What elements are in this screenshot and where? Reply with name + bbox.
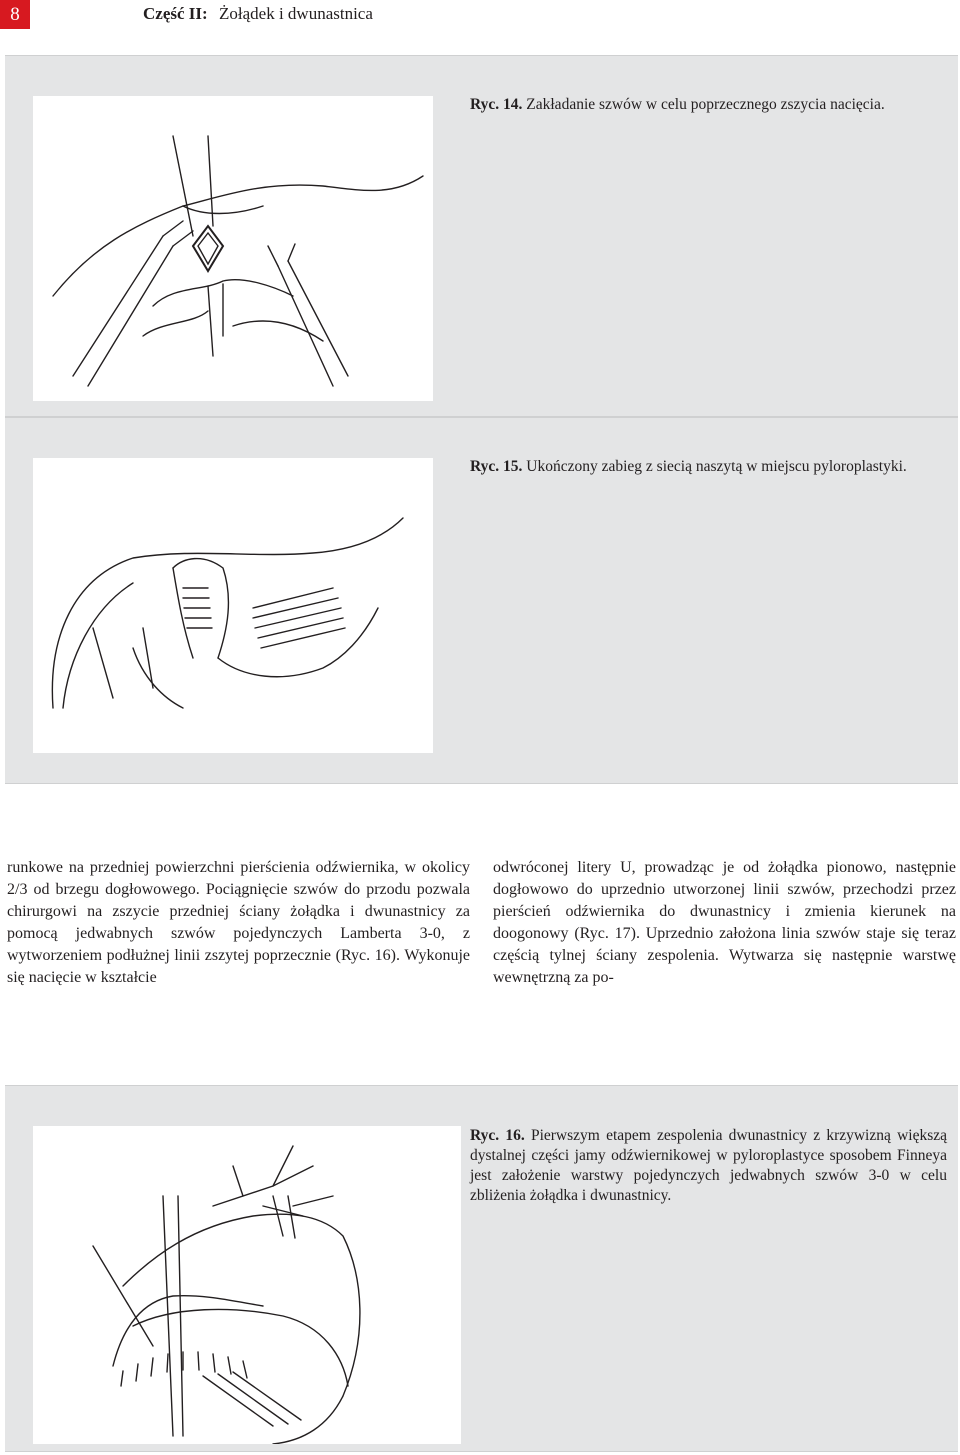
part-label: Część II:	[143, 4, 208, 23]
figure-caption-text: Zakładanie szwów w celu poprzecznego zszycia nacięcia.	[526, 96, 885, 113]
figure-caption-label: Ryc. 16.	[470, 1127, 525, 1144]
body-text-left: runkowe na przedniej powierzchni pierścienia odźwiernika, w okolicy 2/3 od brzegu dogłowowego. Pociągnięcie szwów do przodu pozwala chirurgowi na zszycie przedniej ściany żołądka i dwunastnicy za pomocą jedwabnych szwów pojedynczych Lamberta 3-0, z wytworzeniem podłużnej linii zszytej poprzecznie (Ryc. 16). Wykonuje się nacięcie w kształcie	[7, 859, 470, 986]
figure-16-illustration	[33, 1126, 461, 1444]
figure-caption-text: Ukończony zabieg z siecią naszytą w miejscu pyloroplastyki.	[526, 458, 907, 475]
figure-14-panel	[5, 55, 958, 417]
figure-16-caption	[470, 1126, 947, 1206]
figure-16-panel	[5, 1085, 958, 1452]
page-number: 8	[0, 0, 30, 29]
page-header	[0, 0, 960, 30]
figure-14-caption	[470, 95, 945, 115]
part-title: Żołądek i dwunastnica	[219, 4, 373, 23]
figure-caption-label: Ryc. 14.	[470, 96, 523, 113]
figure-14-illustration	[33, 96, 433, 401]
figure-15-caption	[470, 457, 945, 477]
figure-15-illustration	[33, 458, 433, 753]
body-text-right: odwróconej litery U, prowadząc je od żołądka pionowo, następnie dogłowowo do uprzednio utworzonej linii szwów, przechodzi przez pierścień odźwiernika do dwunastnicy i zmienia kierunek na doogonowy (Ryc. 17). Uprzednio założona linia szwów staje się teraz częścią tylnej ściany zespolenia. Wytwarza się następnie warstwę wewnętrzną za po-	[493, 859, 956, 986]
figure-caption-label: Ryc. 15.	[470, 458, 523, 475]
figure-15-panel	[5, 417, 958, 784]
figure-caption-text: Pierwszym etapem zespolenia dwunastnicy z krzywizną większą dystalnej części jamy odźwiernikowej w pyloroplastyce sposobem Finneya jest założenie warstwy pojedynczych jedwabnych szwów 3-0 w celu zbliżenia żołądka i dwunastnicy.	[470, 1127, 948, 1204]
